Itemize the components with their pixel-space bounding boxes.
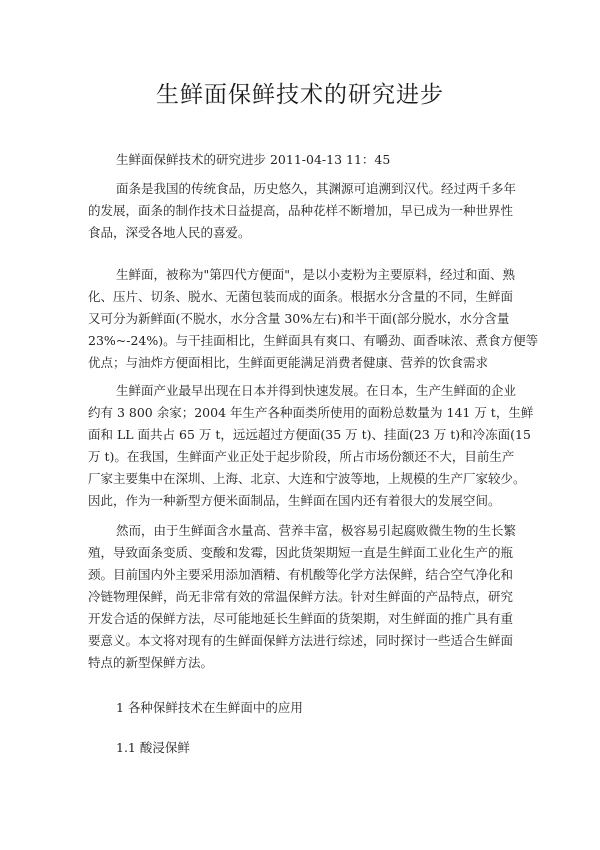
text-line: 冷链物理保鲜，尚无非常有效的常温保鲜方法。针对生鲜面的产品特点，研究 — [88, 589, 514, 604]
text-line: 特点的新型保鲜方法。 — [88, 655, 214, 670]
text-line: 殖，导致面条变质、变酸和发霉，因此货架期短一直是生鲜面工业化生产的瓶 — [88, 545, 514, 560]
text-line: 23%~-24%)。与干挂面相比，生鲜面具有爽口、有嚼劲、面香味浓、煮食方便等 — [88, 333, 539, 348]
text-line: 生鲜面，被称为"第四代方便面"，是以小麦粉为主要原料，经过和面、熟 — [116, 267, 516, 282]
article-meta: 生鲜面保鲜技术的研究进步 2011-04-13 11：45 — [116, 152, 391, 167]
text-line: 又可分为新鲜面(不脱水，水分含量 30%左右)和半干面(部分脱水，水分含量 — [88, 311, 510, 326]
paragraph-industry — [88, 380, 534, 512]
document-title: 生鲜面保鲜技术的研究进步 — [156, 82, 444, 108]
text-line: 的发展，面条的制作技术日益提高，品种花样不断增加，早已成为一种世界性 — [88, 203, 514, 218]
text-line: 约有 3 800 余家；2004 年生产各种面类所使用的面粉总数量为 141 万 t，生鲜 — [88, 405, 534, 420]
text-line: 开发合适的保鲜方法，尽可能地延长生鲜面的货架期，对生鲜面的推广具有重 — [88, 611, 514, 626]
section-heading: 1 各种保鲜技术在生鲜面中的应用 — [116, 700, 303, 715]
paragraph-problem — [88, 520, 517, 674]
text-line: 颈。目前国内外主要采用添加酒精、有机酸等化学方法保鲜，结合空气净化和 — [88, 567, 514, 582]
subsection-heading: 1.1 酸浸保鲜 — [116, 740, 190, 755]
text-line: 化、压片、切条、脱水、无菌包装而成的面条。根据水分含量的不同，生鲜面 — [88, 289, 514, 304]
text-line: 生鲜面产业最早出现在日本并得到快速发展。在日本，生产生鲜面的企业 — [116, 383, 517, 398]
text-line: 面和 LL 面共占 65 万 t，远远超过方便面(35 万 t)、挂面(23 万 t)和冷冻面(15 — [88, 427, 531, 442]
text-line: 因此，作为一种新型方便米面制品，生鲜面在国内还有着很大的发展空间。 — [88, 493, 501, 508]
paragraph-intro — [88, 178, 517, 244]
paragraph-definition — [88, 264, 539, 374]
text-line: 优点；与油炸方便面相比，生鲜面更能满足消费者健康、营养的饮食需求 — [88, 355, 489, 370]
text-line: 食品，深受各地人民的喜爱。 — [88, 225, 251, 240]
text-line: 然而，由于生鲜面含水量高、营养丰富，极容易引起腐败微生物的生长繁 — [116, 523, 517, 538]
text-line: 万 t)。在我国，生鲜面产业正处于起步阶段，所占市场份额还不大，目前生产 — [88, 449, 515, 464]
text-line: 要意义。本文将对现有的生鲜面保鲜方法进行综述，同时探讨一些适合生鲜面 — [88, 633, 514, 648]
text-line: 面条是我国的传统食品，历史悠久，其渊源可追溯到汉代。经过两千多年 — [116, 181, 517, 196]
text-line: 厂家主要集中在深圳、上海、北京、大连和宁波等地，上规模的生产厂家较少。 — [88, 471, 526, 486]
